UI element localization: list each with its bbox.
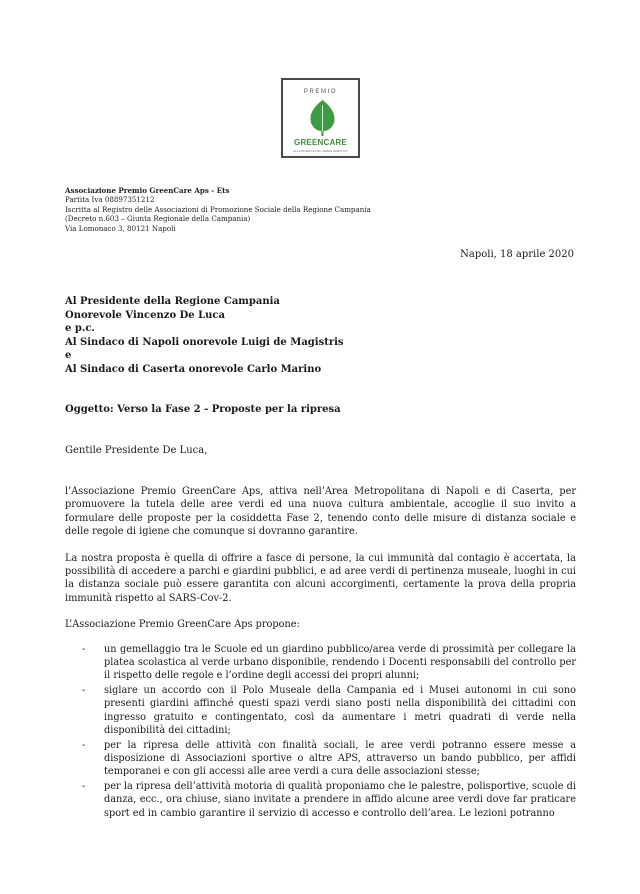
body-paragraph: l’Associazione Premio GreenCare Aps, attiva nell’Area Metropolitana di Napoli e di Caserta, per promuovere la tutela delle aree verdi ed una nuova cultura ambientale, accoglie il suo invito a formulare delle proposte per la cosiddetta Fase 2, tenendo conto delle misure di distanza sociale e delle regole di igiene che comunque si dovranno garantire.: [65, 486, 576, 538]
body-paragraph: L’Associazione Premio GreenCare Aps propone:: [65, 619, 300, 631]
recipient-line: Al Presidente della Regione Campania: [65, 296, 280, 307]
sender-address: Via Lomonaco 3, 80121 Napoli: [65, 223, 176, 233]
recipient-line: Al Sindaco di Napoli onorevole Luigi de Magistris: [65, 336, 344, 348]
sender-block: [65, 186, 371, 233]
recipient-line: e: [65, 350, 72, 362]
sender-org: Associazione Premio GreenCare Aps - Ets: [65, 186, 230, 195]
bullet-dash: -: [82, 643, 86, 655]
list-item: [65, 684, 576, 738]
recipient-line: Al Sindaco di Caserta onorevole Carlo Marino: [65, 363, 322, 375]
logo-top-text: PREMIO: [303, 89, 338, 95]
leaf-icon: [307, 99, 338, 137]
recipients-block: [65, 295, 585, 377]
list-item: [65, 739, 576, 779]
bullet-dash: -: [82, 739, 86, 751]
list-item-text: siglare un accordo con il Polo Museale della Campania ed i Musei autonomi in cui sono presenti giardini affinché questi spazi verdi siano posti nella disponibilità dei cittadini con ingresso gratuito e contingentato, così da aumentare i metri quadrati di verde nella disponibilità dei cittadini;: [104, 684, 576, 737]
sender-decree: (Decreto n.603 – Giunta Regionale della Campania): [65, 214, 251, 224]
bullet-dash: -: [82, 780, 86, 792]
greencare-logo: [281, 78, 360, 158]
bullet-dash: -: [82, 684, 86, 696]
letter-body: [65, 485, 576, 821]
recipient-line: Onorevole Vincenzo De Luca: [65, 309, 225, 321]
proposal-list: [65, 643, 576, 820]
list-item: [65, 780, 576, 820]
list-item-text: per la ripresa dell’attività motoria di qualità proponiamo che le palestre, polisportive, scuole di danza, ecc., ora chiuse, siano invitate a prendere in affido alcune aree verdi dove far praticare sport ed in cambio garantire il servizio di accesso e controllo dell’area. Le lezioni potranno: [104, 780, 576, 819]
salutation: Gentile Presidente De Luca,: [65, 445, 208, 456]
logo-name: GREENCARE: [294, 138, 347, 147]
body-paragraph: La nostra proposta è quella di offrire a fasce di persone, la cui immunità dal contagio è accertata, la possibilità di accedere a parchi e giardini pubblici, e ad aree verdi di pertinenza museale, luoghi in cui la distanza sociale può essere garantita con alcuni accorgimenti, certamente la prova della propria immunità rispetto al SARS-Cov-2.: [65, 552, 576, 604]
sender-vat: Partita Iva 08897351212: [65, 195, 155, 205]
list-item-text: per la ripresa delle attività con finalità sociali, le aree verdi potranno essere messe a disposizione di Associazioni sportive o altre APS, attraverso un bando pubblico, per affidi temporanei e con gli accessi alle aree verdi a cura delle associazioni stesse;: [104, 739, 576, 778]
recipient-line: e p.c.: [65, 323, 95, 335]
letter-date: Napoli, 18 aprile 2020: [460, 249, 574, 260]
list-item: [65, 643, 576, 683]
letter-subject: Oggetto: Verso la Fase 2 - Proposte per la ripresa: [65, 404, 341, 415]
logo-subtitle: ALLA RICERCA DEL VERDE PERDUTO: [293, 149, 348, 153]
sender-registry: Iscritta al Registro delle Associazioni di Promozione Sociale della Regione Campania: [65, 204, 371, 214]
list-item-text: un gemellaggio tra le Scuole ed un giardino pubblico/area verde di prossimità per collegare la platea scolastica al verde urbano disponibile, rendendo i Docenti responsabili del controllo per il rispetto delle regole e l’ordine degli accessi dei propri alunni;: [104, 643, 576, 682]
